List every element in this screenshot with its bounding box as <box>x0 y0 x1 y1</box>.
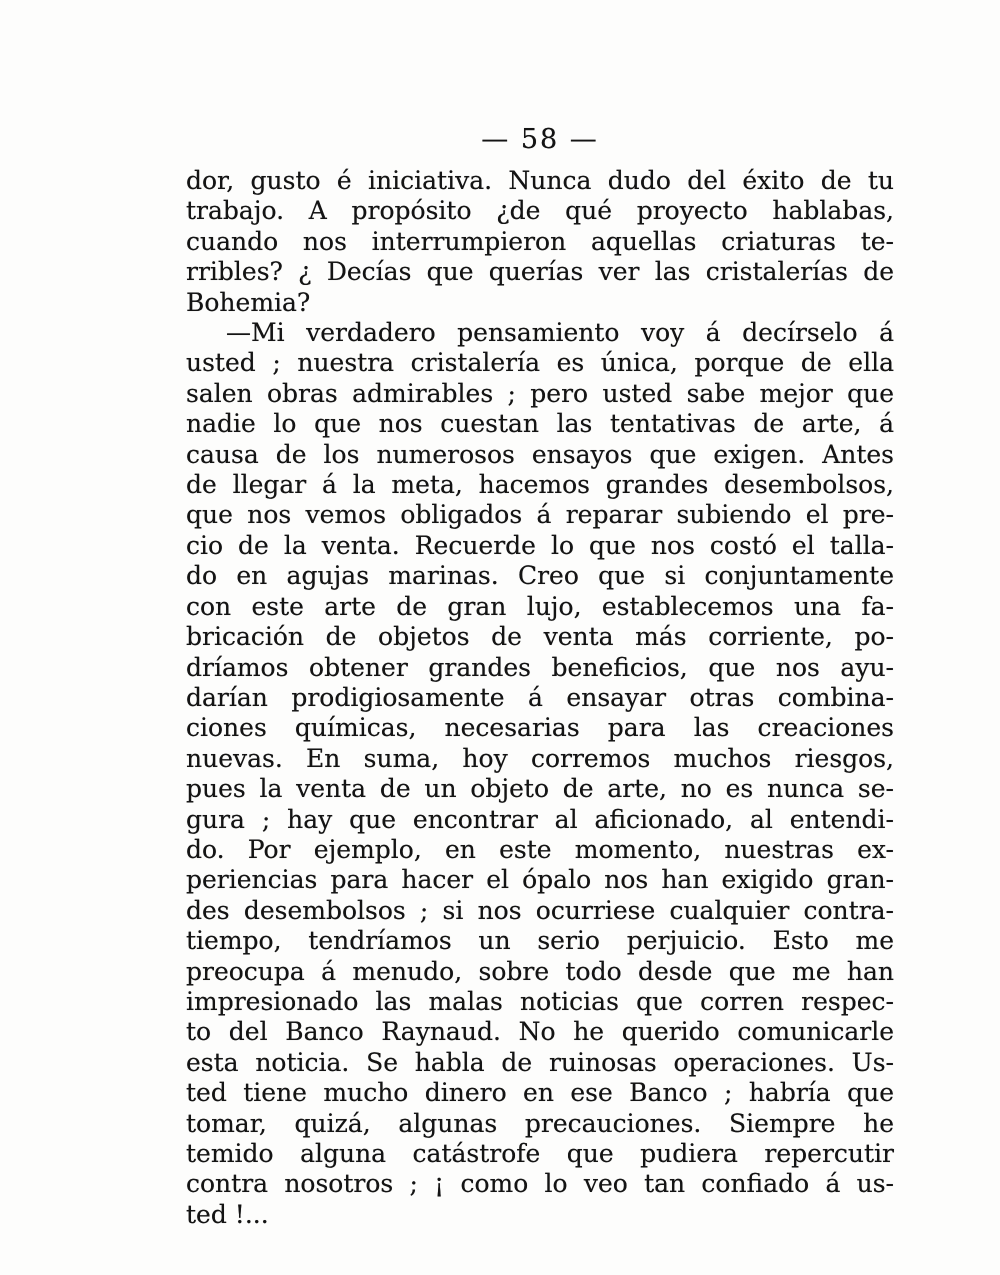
text-line: impresionado las malas noticias que corren respec- <box>186 986 894 1016</box>
text-line: tomar, quizá, algunas precauciones. Siempre he <box>186 1108 894 1138</box>
text-line: dríamos obtener grandes beneficios, que nos ayu- <box>186 652 894 682</box>
text-line: con este arte de gran lujo, establecemos una fa- <box>186 591 894 621</box>
page-number: — 58 — <box>481 124 599 155</box>
text-line: des desembolsos ; si nos ocurriese cualquier contra- <box>186 895 894 925</box>
text-line: bricación de objetos de venta más corriente, po- <box>186 622 894 652</box>
text-line: temido alguna catástrofe que pudiera repercutir <box>186 1139 894 1168</box>
text-block <box>186 166 894 1230</box>
text-line: pues la venta de un objeto de arte, no es nunca se- <box>186 774 894 804</box>
text-line: esta noticia. Se habla de ruinosas operaciones. Us- <box>186 1047 894 1077</box>
text-line: dor, gusto é iniciativa. Nunca dudo del éxito de tu <box>186 166 894 195</box>
text-line: Bohemia? <box>186 287 311 317</box>
text-line: to del Banco Raynaud. No he querido comunicarle <box>186 1017 894 1047</box>
text-line: causa de los numerosos ensayos que exigen. Antes <box>186 439 894 469</box>
text-line: tiempo, tendríamos un serio perjuicio. Esto me <box>186 926 894 956</box>
text-line: cuando nos interrumpieron aquellas criaturas te- <box>186 226 894 256</box>
text-line: ted !... <box>186 1199 269 1229</box>
text-line: rribles? ¿ Decías que querías ver las cristalerías de <box>186 257 894 287</box>
text-line: de llegar á la meta, hacemos grandes desembolsos, <box>186 470 894 500</box>
text-line: ted tiene mucho dinero en ese Banco ; habría que <box>186 1078 894 1108</box>
text-line: salen obras admirables ; pero usted sabe mejor que <box>186 378 894 408</box>
text-line: que nos vemos obligados á reparar subiendo el pre- <box>186 500 894 530</box>
text-line: gura ; hay que encontrar al aficionado, al entendi- <box>186 804 894 834</box>
text-line: cio de la venta. Recuerde lo que nos costó el talla- <box>186 530 894 560</box>
text-line: nadie lo que nos cuestan las tentativas de arte, á <box>186 409 894 439</box>
text-line: nuevas. En suma, hoy corremos muchos riesgos, <box>186 743 894 773</box>
text-line: darían prodigiosamente á ensayar otras combina- <box>186 682 894 712</box>
text-line: periencias para hacer el ópalo nos han exigido gran- <box>186 865 894 895</box>
text-line: ciones químicas, necesarias para las creaciones <box>186 713 894 743</box>
text-line: preocupa á menudo, sobre todo desde que me han <box>186 956 894 986</box>
text-line: —Mi verdadero pensamiento voy á decírselo á <box>226 318 894 348</box>
text-line: do en agujas marinas. Creo que si conjuntamente <box>186 561 894 591</box>
text-line: usted ; nuestra cristalería es única, porque de ella <box>186 348 894 378</box>
text-line: trabajo. A propósito ¿de qué proyecto hablabas, <box>186 196 894 226</box>
text-line: contra nosotros ; ¡ como lo veo tan confiado á us- <box>186 1169 894 1199</box>
text-line: do. Por ejemplo, en este momento, nuestras ex- <box>186 834 894 864</box>
